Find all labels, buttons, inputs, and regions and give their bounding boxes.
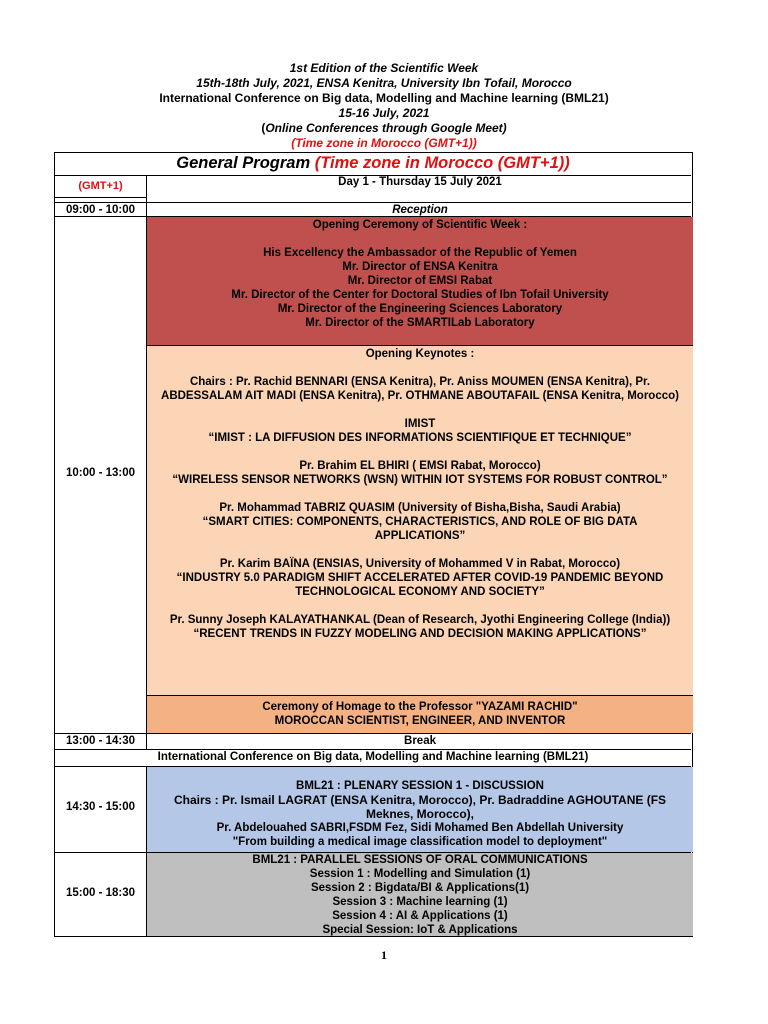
- parallel-sessions-block: [147, 853, 693, 936]
- opening-line: Mr. Director of the Center for Doctoral Studies of Ibn Tofail University: [231, 289, 609, 301]
- opening-line: Mr. Director of the Engineering Sciences Laboratory: [277, 303, 563, 315]
- parallel-session: Session 1 : Modelling and Simulation (1): [309, 868, 531, 880]
- keynote-4-title: “INDUSTRY 5.0 PARADIGM SHIFT ACCELERATED AFTER COVID-19 PANDEMIC BEYOND TECHNOLOGICAL ECONOMY AND SOCIETY”: [176, 572, 664, 598]
- program-title-timezone: (Time zone in Morocco (GMT+1)): [314, 154, 570, 172]
- parallel-session: Session 4 : AI & Applications (1): [332, 910, 508, 922]
- opening-line: Mr. Director of EMSI Rabat: [347, 275, 493, 287]
- keynote-5-title: “RECENT TRENDS IN FUZZY MODELING AND DECISION MAKING APPLICATIONS”: [193, 628, 647, 640]
- plenary-title: BML21 : PLENARY SESSION 1 - DISCUSSION: [296, 780, 544, 792]
- header-conference-dates: 15-16 July, 2021: [338, 106, 430, 120]
- homage-ceremony-block: [147, 696, 693, 733]
- keynote-3-speaker: Pr. Mohammad TABRIZ QUASIM (University of Bisha,Bisha, Saudi Arabia): [219, 502, 621, 514]
- timezone-label: (GMT+1): [78, 180, 123, 192]
- keynotes-title: Opening Keynotes :: [365, 348, 475, 360]
- plenary-speaker: Pr. Abdelouahed SABRI,FSDM Fez, Sidi Mohamed Ben Abdellah University: [216, 822, 624, 834]
- header-online-note: [0, 121, 768, 135]
- parallel-session: Session 3 : Machine learning (1): [332, 896, 508, 908]
- homage-line-2: MOROCCAN SCIENTIST, ENGINEER, AND INVENTOR: [274, 715, 566, 727]
- keynote-4-speaker: Pr. Karim BAÏNA (ENSIAS, University of Mohammed V in Rabat, Morocco): [219, 558, 621, 570]
- plenary-talk: "From building a medical image classification model to deployment": [232, 836, 608, 848]
- day-label: Day 1 - Thursday 15 July 2021: [338, 176, 502, 188]
- header-timezone-note: (Time zone in Morocco (GMT+1)): [291, 136, 477, 150]
- parallel-title: BML21 : PARALLEL SESSIONS OF ORAL COMMUNICATIONS: [252, 854, 588, 866]
- parallel-session: Special Session: IoT & Applications: [322, 924, 518, 936]
- parallel-time: 15:00 - 18:30: [65, 887, 136, 899]
- online-note-text: Online Conferences through Google Meet): [265, 121, 507, 135]
- keynote-3-title: “SMART CITIES: COMPONENTS, CHARACTERISTICS, AND ROLE OF BIG DATA APPLICATIONS”: [202, 516, 638, 542]
- plenary-time: 14:30 - 15:00: [65, 801, 136, 813]
- opening-title: Opening Ceremony of Scientific Week :: [312, 219, 528, 231]
- homage-line-1: Ceremony of Homage to the Professor "YAZAMI RACHID": [262, 701, 578, 713]
- keynotes-chairs: Chairs : Pr. Rachid BENNARI (ENSA Kenitra), Pr. Aniss MOUMEN (ENSA Kenitra), Pr. ABDESSALAM AIT MADI (ENSA Kenitra), Pr. OTHMANE ABOUTAFAIL (ENSA Kenitra, Morocco): [161, 376, 679, 402]
- plenary-session-block: [147, 767, 693, 852]
- main-session-time: 10:00 - 13:00: [65, 467, 136, 479]
- break-label: Break: [404, 735, 436, 747]
- opening-line: Mr. Director of ENSA Kenitra: [342, 261, 498, 273]
- program-table: [54, 152, 693, 937]
- keynote-2-title: “WIRELESS SENSOR NETWORKS (WSN) WITHIN IOT SYSTEMS FOR ROBUST CONTROL”: [172, 474, 668, 486]
- program-title-text: General Program: [176, 154, 315, 172]
- page-number: 1: [381, 948, 387, 962]
- reception-time: 09:00 - 10:00: [65, 204, 136, 216]
- plenary-chairs: Chairs : Pr. Ismail LAGRAT (ENSA Kenitra, Morocco), Pr. Badraddine AGHOUTANE (FS Meknes, Morocco),: [173, 793, 667, 821]
- header-conference-title: International Conference on Big data, Modelling and Machine learning (BML21): [159, 91, 609, 105]
- break-time: 13:00 - 14:30: [65, 735, 136, 747]
- parallel-session: Session 2 : Bigdata/BI & Applications(1): [310, 882, 530, 894]
- opening-line: His Excellency the Ambassador of the Republic of Yemen: [263, 247, 577, 259]
- keynote-1-speaker: IMIST: [404, 418, 436, 430]
- header-event-dates: 15th-18th July, 2021, ENSA Kenitra, University Ibn Tofail, Morocco: [196, 76, 572, 90]
- header-event-title: 1st Edition of the Scientific Week: [289, 61, 479, 75]
- opening-line: Mr. Director of the SMARTILab Laboratory: [305, 317, 535, 329]
- online-note-paren: (: [261, 121, 266, 135]
- opening-keynotes-block: [147, 346, 693, 695]
- program-title: [55, 153, 691, 175]
- opening-ceremony-block: [147, 217, 693, 345]
- keynote-1-title: “IMIST : LA DIFFUSION DES INFORMATIONS SCIENTIFIQUE ET TECHNIQUE”: [208, 432, 632, 444]
- conference-label: International Conference on Big data, Modelling and Machine learning (BML21): [157, 751, 589, 763]
- keynote-2-speaker: Pr. Brahim EL BHIRI ( EMSI Rabat, Morocco): [299, 460, 541, 472]
- keynote-5-speaker: Pr. Sunny Joseph KALAYATHANKAL (Dean of Research, Jyothi Engineering College (India)): [169, 614, 671, 626]
- reception-label: Reception: [392, 204, 448, 216]
